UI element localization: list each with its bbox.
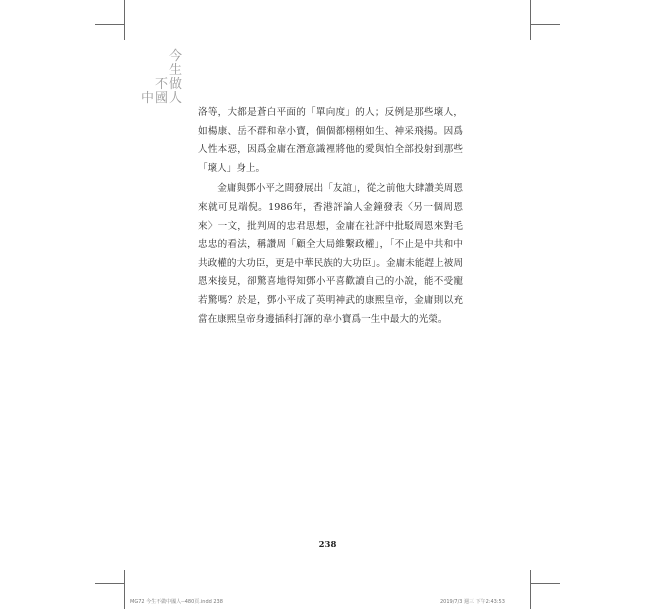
- running-title-line: 中國人: [140, 91, 183, 106]
- paragraph: 洛等，大都是蒼白平面的「單向度」的人；反例是那些壞人，如楊康、岳不群和韋小寶，個個都栩栩如生、神采飛揚。因爲人性本惡，因爲金庸在潛意識裡將他的愛與怕全部投射到那些「壞人」身上。: [198, 107, 463, 174]
- slug-right: 2019/7/3 週三 下午2:43:53: [440, 599, 505, 605]
- running-title-line: 生: [168, 63, 183, 78]
- running-title-line: 不做: [154, 77, 183, 92]
- crop-mark: [95, 583, 125, 584]
- crop-mark: [530, 0, 531, 40]
- crop-mark: [530, 570, 531, 609]
- crop-mark: [530, 583, 560, 584]
- crop-mark: [124, 570, 125, 609]
- running-title: [141, 50, 183, 106]
- crop-mark: [124, 0, 125, 40]
- body-text: [198, 104, 463, 331]
- slug-left: MG72 今生不做中國人--480頁.indd 238: [130, 599, 223, 605]
- crop-mark: [530, 24, 560, 25]
- paragraph: 金庸與鄧小平之間發展出「友誼」，從之前他大肆讚美周恩來就可見端倪。1986年，香港評論人金鐘發表〈另一個周恩來〉一文，批判周的忠君思想，金庸在社評中批駁周恩來對毛忠忠的看法，稱讚周「顧全大局維繫政權」，「不止是中共和中共政權的大功臣，更是中華民族的大功臣」。金庸未能趕上被周恩來接見，卻驚喜地得知鄧小平喜歡讀自己的小說，能不受寵若驚嗎？於是，鄧小平成了英明神武的康熙皇帝，金庸則以充當在康熙皇帝身邊插科打諢的韋小寶爲一生中最大的光榮。: [198, 183, 463, 325]
- crop-mark: [95, 24, 125, 25]
- page-number: 238: [318, 540, 337, 550]
- running-title-line: 今: [168, 49, 183, 64]
